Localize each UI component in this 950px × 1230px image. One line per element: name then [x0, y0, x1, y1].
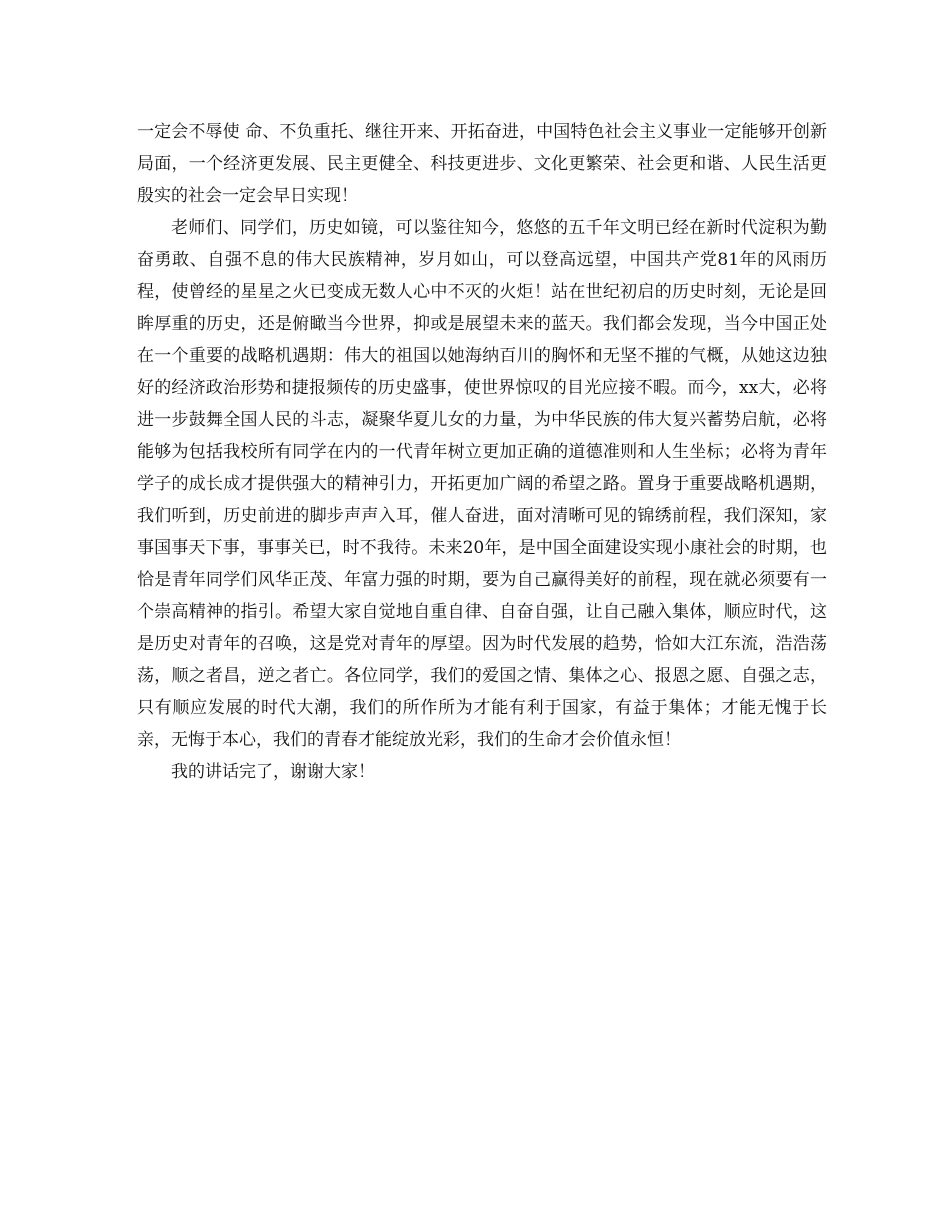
- paragraph-main: 老师们、同学们，历史如镜，可以鉴往知今，悠悠的五千年文明已经在新时代淀积为勤奋勇敢、自强不息的伟大民族精神，岁月如山，可以登高远望，中国共产党81年的风雨历程，使曾经的星星之火已变成无数人心中不灭的火炬！站在世纪初启的历史时刻，无论是回眸厚重的历史，还是俯瞰当今世界，抑或是展望未来的蓝天。我们都会发现，当今中国正处在一个重要的战略机遇期：伟大的祖国以她海纳百川的胸怀和无坚不摧的气概，从她这边独好的经济政治形势和捷报频传的历史盛事，使世界惊叹的目光应接不暇。而今，xx大，必将进一步鼓舞全国人民的斗志，凝聚华夏儿女的力量，为中华民族的伟大复兴蓄势启航，必将能够为包括我校所有同学在内的一代青年树立更加正确的道德准则和人生坐标；必将为青年学子的成长成才提供强大的精神引力，开拓更加广阔的希望之路。置身于重要战略机遇期，我们听到，历史前进的脚步声声入耳，催人奋进，面对清晰可见的锦绣前程，我们深知，家事国事天下事，事事关已，时不我待。未来20年，是中国全面建设实现小康社会的时期，也恰是青年同学们风华正茂、年富力强的时期，要为自己赢得美好的前程，现在就必须要有一个崇高精神的指引。希望大家自觉地自重自律、自奋自强，让自己融入集体，顺应时代，这是历史对青年的召唤，这是党对青年的厚望。因为时代发展的趋势，恰如大江东流，浩浩荡荡，顺之者昌，逆之者亡。各位同学，我们的爱国之情、集体之心、报恩之愿、自强之志，只有顺应发展的时代大潮，我们的所作所为才能有利于国家，有益于集体；才能无愧于长亲，无悔于本心，我们的青春才能绽放光彩，我们的生命才会价值永恒！: [137, 218, 827, 750]
- paragraph-closing: 我的讲话完了，谢谢大家！: [171, 762, 375, 782]
- paragraph-continuation: 一定会不辱使 命、不负重托、继往开来、开拓奋进，中国特色社会主义事业一定能够开创新局面，一个经济更发展、民主更健全、科技更进步、文化更繁荣、社会更和谐、人民生活更殷实的社会一定会早日实现！: [137, 122, 827, 206]
- document-body: [137, 116, 827, 788]
